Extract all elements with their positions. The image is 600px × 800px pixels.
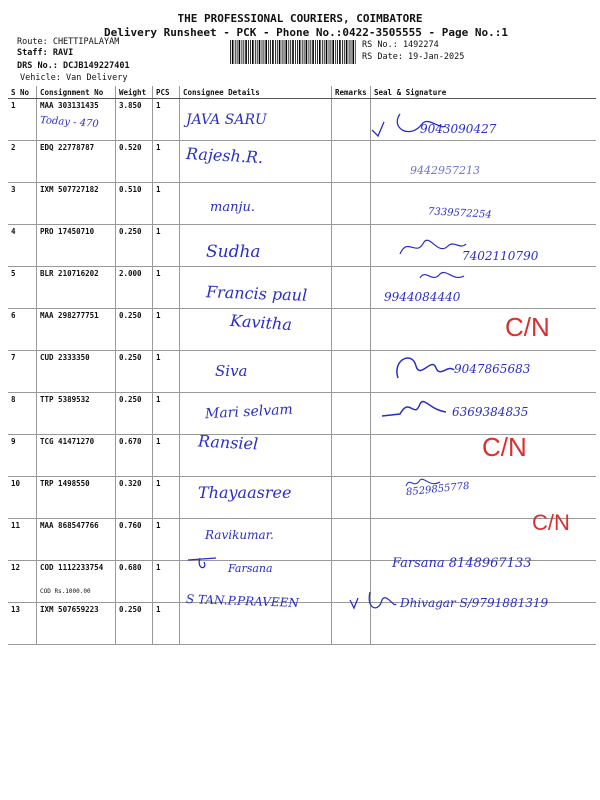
row12-signature: Farsana 8148967133 xyxy=(392,556,532,571)
row12-name: Farsana xyxy=(228,562,273,575)
barcode-bar xyxy=(310,40,311,64)
barcode-bar xyxy=(322,40,323,64)
row-pcs: 1 xyxy=(153,351,180,393)
row-pcs: 1 xyxy=(153,225,180,267)
col-weight: Weight xyxy=(116,86,153,99)
row-sno: 2 xyxy=(8,141,37,183)
row-weight: 0.320 xyxy=(116,477,153,519)
barcode-bar xyxy=(252,40,254,64)
row2-phone: 9442957213 xyxy=(410,164,480,177)
row2-name: Rajesh.R. xyxy=(185,143,264,168)
row-consignment: BLR 210716202 xyxy=(37,267,116,309)
barcode-bar xyxy=(275,40,276,64)
row-sno: 8 xyxy=(8,393,37,435)
row-consignment: MAA 303131435 xyxy=(37,99,116,141)
row-sno: 11 xyxy=(8,519,37,561)
row-consignee xyxy=(180,603,332,645)
row1-note: Today - 470 xyxy=(39,114,100,131)
row5-name: Francis paul xyxy=(205,282,308,305)
row9-name: Ransiel xyxy=(197,431,259,454)
row-pcs: 1 xyxy=(153,393,180,435)
barcode-bar xyxy=(270,40,271,64)
table-row xyxy=(8,183,596,225)
barcode-bar xyxy=(312,40,314,64)
row-weight: 0.250 xyxy=(116,603,153,645)
barcode-bar xyxy=(279,40,281,64)
row-remarks xyxy=(332,477,371,519)
row3-phone: 7339572254 xyxy=(427,206,492,221)
col-consignee: Consignee Details xyxy=(180,86,332,99)
barcode-bar xyxy=(337,40,338,64)
row11-status: C/N xyxy=(532,510,570,535)
row-pcs: 1 xyxy=(153,99,180,141)
row7-name: Siva xyxy=(215,362,248,380)
row7-phone: 9047865683 xyxy=(454,362,531,376)
row-consignee xyxy=(180,351,332,393)
row-consignment: MAA 868547766 xyxy=(37,519,116,561)
barcode-bar xyxy=(349,40,350,64)
row8-name: Mari selvam xyxy=(204,401,294,423)
row-pcs: 1 xyxy=(153,267,180,309)
row10-name: Thayaasree xyxy=(198,483,292,502)
row-sno: 5 xyxy=(8,267,37,309)
row7-signature-scribble xyxy=(392,350,456,384)
row-weight: 0.250 xyxy=(116,351,153,393)
row-pcs: 1 xyxy=(153,519,180,561)
row-signature xyxy=(371,309,597,351)
barcode-bar xyxy=(306,40,308,64)
row-sno: 9 xyxy=(8,435,37,477)
row-consignment: IXM 507727182 xyxy=(37,183,116,225)
row-weight: 0.520 xyxy=(116,141,153,183)
row-pcs: 1 xyxy=(153,309,180,351)
barcode-bar xyxy=(245,40,247,64)
barcode-bar xyxy=(265,40,267,64)
barcode-bar xyxy=(319,40,321,64)
row-consignment: TCG 41471270 xyxy=(37,435,116,477)
barcode-bar xyxy=(295,40,296,64)
row8-phone: 6369384835 xyxy=(452,405,529,419)
row-sno: 10 xyxy=(8,477,37,519)
row-pcs: 1 xyxy=(153,603,180,645)
barcode-bar xyxy=(268,40,269,64)
row-remarks xyxy=(332,519,371,561)
barcode-bar xyxy=(297,40,298,64)
barcode-bar xyxy=(351,40,352,64)
barcode-bar xyxy=(262,40,263,64)
row-weight: 0.670 xyxy=(116,435,153,477)
barcode-bar xyxy=(326,40,328,64)
barcode-bar xyxy=(237,40,238,64)
row11-name: Ravikumar. xyxy=(205,528,274,542)
row4-name: Sudha xyxy=(206,242,261,262)
barcode-bar xyxy=(304,40,305,64)
row-pcs: 1 xyxy=(153,183,180,225)
barcode-bar xyxy=(315,40,316,64)
row13-name: S TAN.P.PRAVEEN xyxy=(185,592,300,610)
company-title: THE PROFESSIONAL COURIERS, COIMBATORE xyxy=(177,12,423,25)
row-consignee xyxy=(180,183,332,225)
rs-date: RS Date: 19-Jan-2025 xyxy=(362,52,465,62)
barcode-bar xyxy=(353,40,355,64)
row-weight: 0.250 xyxy=(116,393,153,435)
barcode-bar xyxy=(239,40,241,64)
rs-number: RS No.: 1492274 xyxy=(362,40,439,50)
row-consignment: TRP 1498550 xyxy=(37,477,116,519)
row1-name: JAVA SARU xyxy=(186,112,267,128)
col-signature: Seal & Signature xyxy=(371,86,597,99)
row-consignment: PRO 17450710 xyxy=(37,225,116,267)
row-remarks xyxy=(332,267,371,309)
row-sno: 6 xyxy=(8,309,37,351)
barcode-bar xyxy=(332,40,334,64)
row13-signature: Dhivagar S/9791881319 xyxy=(400,596,549,610)
barcode-bar xyxy=(335,40,336,64)
barcode-bar xyxy=(250,40,251,64)
row-weight: 0.250 xyxy=(116,225,153,267)
row-weight: 2.000 xyxy=(116,267,153,309)
row-sno: 7 xyxy=(8,351,37,393)
row-sno: 1 xyxy=(8,99,37,141)
row-sno: 3 xyxy=(8,183,37,225)
barcode-bar xyxy=(255,40,256,64)
table-row xyxy=(8,141,596,183)
table-row xyxy=(8,477,596,519)
barcode-bar xyxy=(290,40,291,64)
barcode-bar xyxy=(235,40,236,64)
barcode-bar xyxy=(272,40,274,64)
barcode-bar xyxy=(344,40,345,64)
col-consignment: Consignment No xyxy=(37,86,116,99)
row-pcs: 1 xyxy=(153,141,180,183)
row-sno: 12 xyxy=(8,561,37,603)
barcode-bar xyxy=(342,40,343,64)
row5-phone: 9944084440 xyxy=(384,290,461,304)
barcode-bar xyxy=(282,40,283,64)
barcode-bar xyxy=(346,40,348,64)
barcode-bar xyxy=(299,40,301,64)
row-pcs: 1 xyxy=(153,435,180,477)
cod-amount: COD Rs.1000.00 xyxy=(40,588,91,595)
barcode-bar xyxy=(259,40,261,64)
row-consignment: MAA 298277751 xyxy=(37,309,116,351)
barcode-bar xyxy=(243,40,244,64)
col-remarks: Remarks xyxy=(332,86,371,99)
staff-label: Staff: RAVI xyxy=(17,48,74,58)
row-consignment: IXM 507659223 xyxy=(37,603,116,645)
row-remarks xyxy=(332,309,371,351)
barcode-bar xyxy=(324,40,325,64)
barcode-bar xyxy=(288,40,289,64)
row-remarks xyxy=(332,141,371,183)
row10-signature-scribble xyxy=(404,474,444,492)
runsheet-subtitle: Delivery Runsheet - PCK - Phone No.:0422-3505555 - Page No.:1 xyxy=(104,26,508,39)
table-row xyxy=(8,519,596,561)
row-remarks xyxy=(332,183,371,225)
row-pcs: 1 xyxy=(153,477,180,519)
row-weight: 0.510 xyxy=(116,183,153,225)
row10-phone: 8529855778 xyxy=(405,480,471,499)
barcode-bar xyxy=(329,40,330,64)
row1-signature-scribble xyxy=(370,110,450,150)
row-remarks xyxy=(332,393,371,435)
barcode-bar xyxy=(277,40,278,64)
row13-signature-scribble xyxy=(348,588,398,616)
row4-phone: 7402110790 xyxy=(462,249,539,263)
row9-status: C/N xyxy=(482,432,527,462)
vehicle-label: Vehicle: Van Delivery xyxy=(20,73,128,83)
row-remarks xyxy=(332,351,371,393)
row1-phone: 9043090427 xyxy=(420,122,497,136)
barcode-bar xyxy=(339,40,341,64)
row-consignment: EDQ 22778787 xyxy=(37,141,116,183)
barcode-bar xyxy=(257,40,258,64)
row-weight: 0.250 xyxy=(116,309,153,351)
barcode-bar xyxy=(242,40,243,64)
row-consignment: CUD 2333350 xyxy=(37,351,116,393)
barcode-bar xyxy=(302,40,303,64)
row12-signature-scribble xyxy=(186,554,222,574)
barcode-bar xyxy=(331,40,332,64)
barcode-image xyxy=(230,40,356,64)
row-consignment: COD 1112233754 COD Rs.1000.00 xyxy=(37,561,116,603)
row-sno: 13 xyxy=(8,603,37,645)
row8-signature-scribble xyxy=(380,390,450,424)
barcode-bar xyxy=(286,40,288,64)
route-label: Route: CHETTIPALAYAM xyxy=(17,37,120,47)
table-header-row xyxy=(8,86,596,99)
barcode-bar xyxy=(248,40,249,64)
barcode-bar xyxy=(230,40,231,64)
row-sno: 4 xyxy=(8,225,37,267)
barcode-bar xyxy=(292,40,294,64)
row-remarks xyxy=(332,225,371,267)
row-weight: 0.760 xyxy=(116,519,153,561)
row-remarks xyxy=(332,99,371,141)
col-pcs: PCS xyxy=(153,86,180,99)
row-consignment: TTP 5389532 xyxy=(37,393,116,435)
barcode-bar xyxy=(232,40,234,64)
row6-status: C/N xyxy=(505,312,550,342)
row-pcs: 1 xyxy=(153,561,180,603)
row3-name: manju. xyxy=(210,200,255,215)
col-sno: S No xyxy=(8,86,37,99)
row4-signature-scribble xyxy=(398,232,468,262)
drs-label: DRS No.: DCJB149227401 xyxy=(17,61,130,71)
row-weight: 0.680 xyxy=(116,561,153,603)
barcode-bar xyxy=(264,40,265,64)
barcode-bar xyxy=(317,40,318,64)
barcode-bar xyxy=(355,40,356,64)
row-weight: 3.850 xyxy=(116,99,153,141)
row-remarks xyxy=(332,435,371,477)
row6-name: Kavitha xyxy=(229,310,293,335)
barcode-bar xyxy=(284,40,285,64)
barcode-bar xyxy=(309,40,310,64)
row5-signature-scribble xyxy=(418,266,468,286)
